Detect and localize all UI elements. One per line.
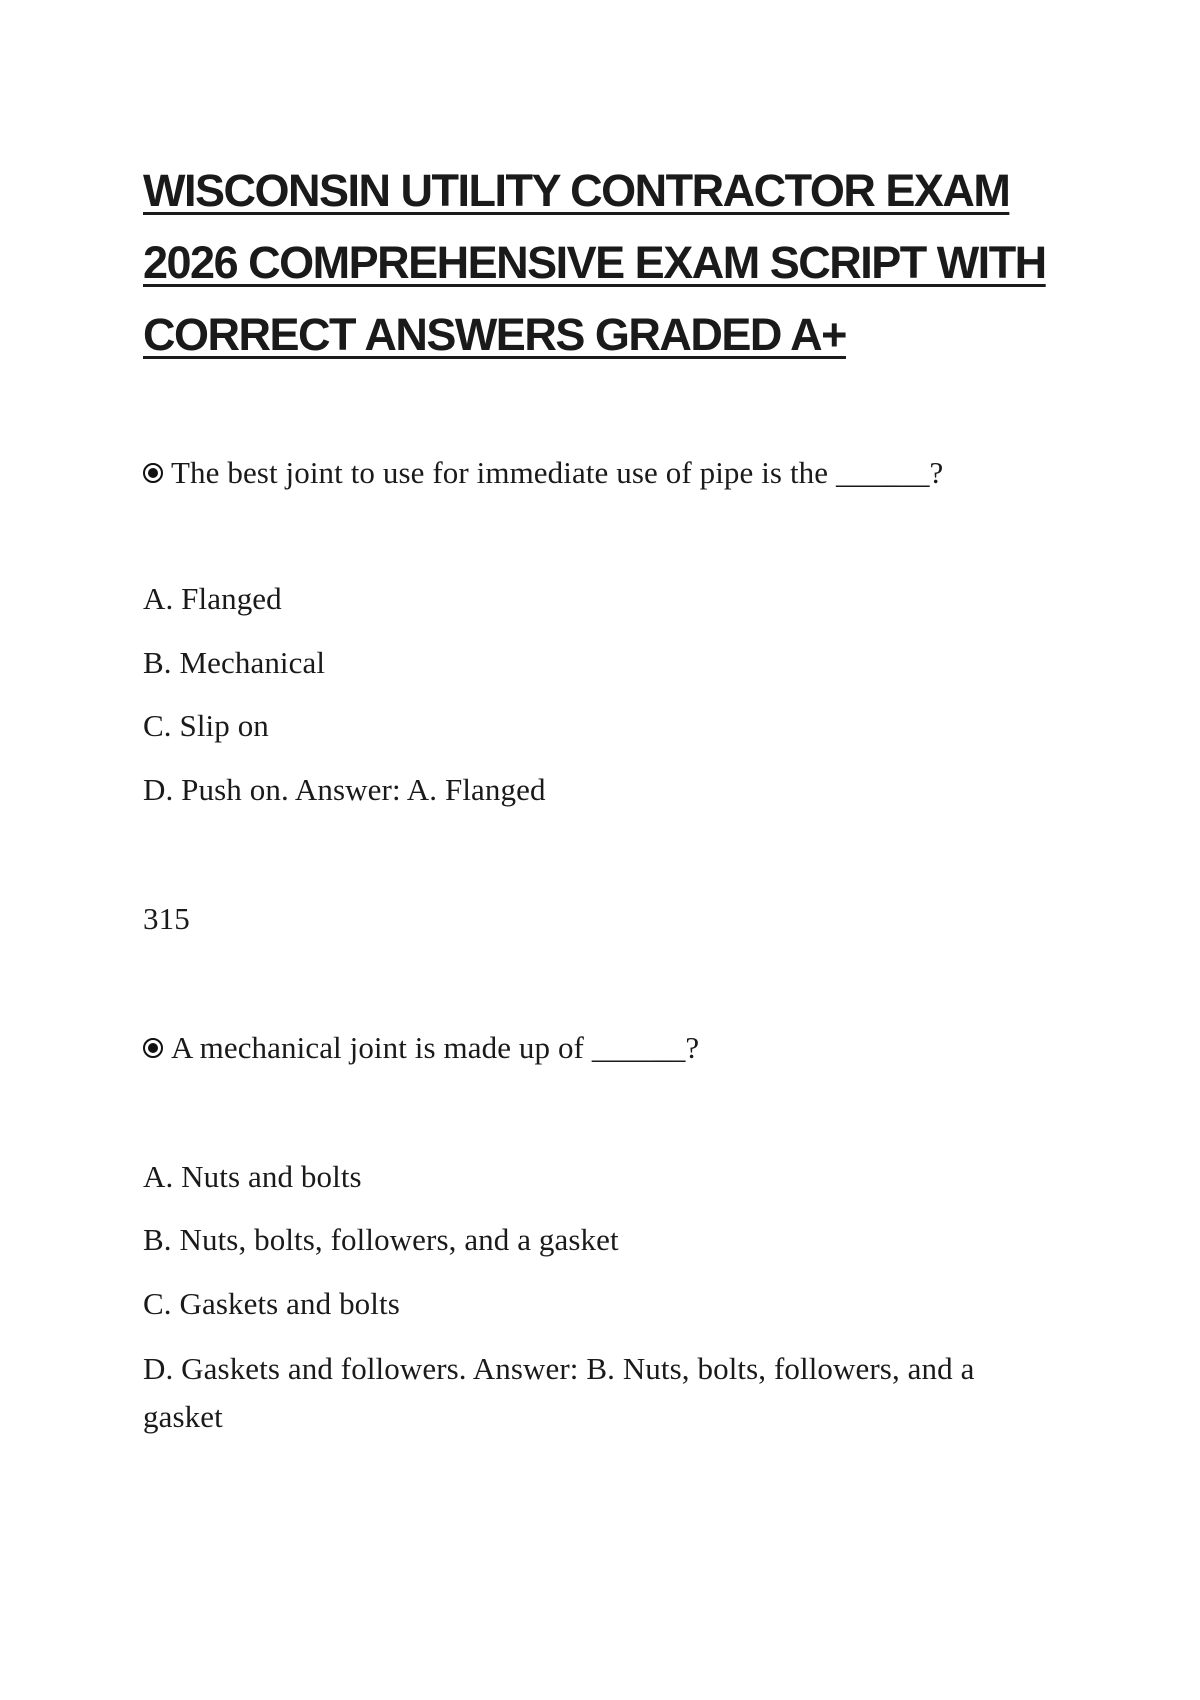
option-c: C. Gaskets and bolts (143, 1286, 400, 1321)
option-a: A. Nuts and bolts (143, 1159, 362, 1194)
question-1 (143, 455, 943, 491)
option-b: B. Nuts, bolts, followers, and a gasket (143, 1222, 619, 1257)
page-number: 315 (143, 901, 190, 936)
option-b: B. Mechanical (143, 645, 326, 680)
question-text: A mechanical joint is made up of ______? (171, 1030, 700, 1065)
radio-bullet-icon (143, 463, 163, 483)
title-line: 2026 COMPREHENSIVE EXAM SCRIPT WITH (143, 237, 1046, 288)
title-line: WISCONSIN UTILITY CONTRACTOR EXAM (143, 165, 1010, 216)
option-c: C. Slip on (143, 708, 269, 743)
document-title (143, 155, 1063, 371)
question-2 (143, 1030, 699, 1066)
radio-bullet-icon (143, 1038, 163, 1058)
option-d-with-answer: D. Push on. Answer: A. Flanged (143, 772, 546, 807)
question-text: The best joint to use for immediate use of pipe is the ______? (171, 455, 944, 490)
option-d-with-answer: D. Gaskets and followers. Answer: B. Nuts, bolts, followers, and a gasket (143, 1351, 975, 1434)
title-line: CORRECT ANSWERS GRADED A+ (143, 309, 846, 360)
option-a: A. Flanged (143, 581, 282, 616)
